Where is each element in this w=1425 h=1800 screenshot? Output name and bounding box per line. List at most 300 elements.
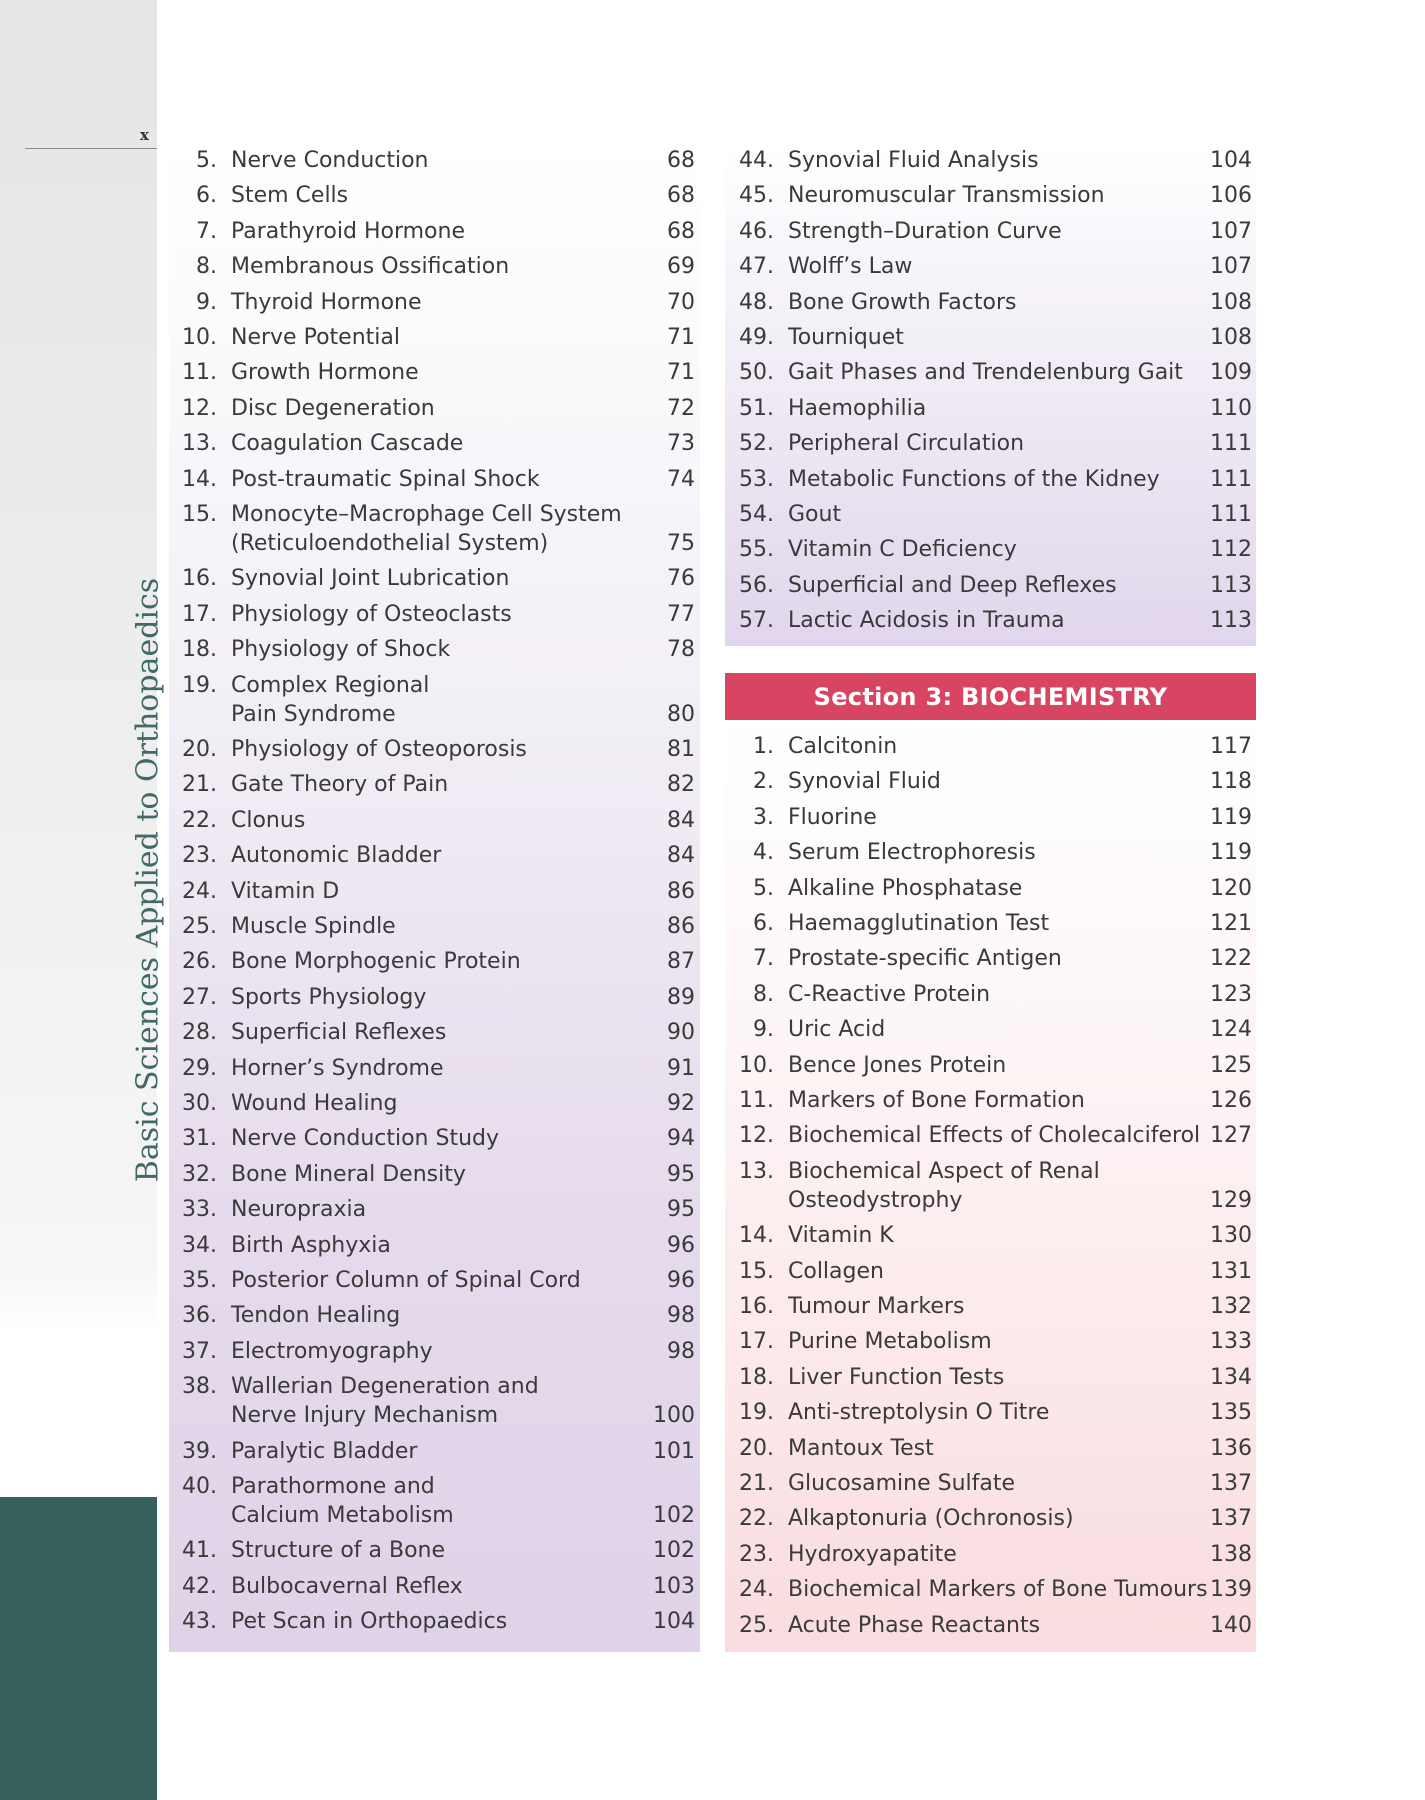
toc-entry	[182, 323, 695, 352]
toc-entry-title: Markers of Bone Formation	[788, 1088, 1085, 1113]
toc-entry-number: 10.	[739, 1052, 774, 1078]
toc-entry	[182, 947, 695, 976]
toc-entry-title: Biochemical Effects of Cholecalciferol	[788, 1123, 1201, 1149]
toc-entry	[196, 217, 695, 246]
toc-entry-page: 102	[653, 1538, 695, 1564]
toc-entry	[196, 288, 695, 317]
toc-entry	[739, 146, 1252, 175]
toc-entry	[196, 252, 695, 281]
toc-entry	[182, 1160, 695, 1189]
toc-entry-title: Growth Hormone	[231, 360, 419, 386]
toc-entry-title: Synovial Joint Lubrication	[231, 566, 510, 592]
toc-entry	[182, 1607, 695, 1636]
toc-entry-page: 96	[667, 1232, 695, 1258]
toc-entry-title: Clonus	[231, 807, 306, 833]
toc-entry	[753, 1015, 1252, 1044]
toc-entry-title: Nerve Potential	[231, 325, 400, 350]
toc-entry-page: 101	[653, 1438, 695, 1464]
toc-entry-title: Bence Jones Protein	[788, 1052, 1007, 1078]
toc-entry-title: Lactic Acidosis in Trauma	[788, 608, 1065, 634]
toc-entry-number: 43.	[182, 1609, 217, 1635]
toc-entry-page: 91	[667, 1055, 695, 1081]
toc-entry-page: 131	[1210, 1258, 1252, 1284]
toc-entry-title: Neuromuscular Transmission	[788, 183, 1105, 209]
toc-entry-title: Fluorine	[788, 804, 877, 830]
toc-entry-page: 103	[653, 1573, 695, 1599]
toc-entry-number: 18.	[739, 1364, 774, 1390]
toc-entry-page: 102	[653, 1503, 695, 1528]
toc-entry-number: 17.	[182, 601, 217, 627]
toc-entry-page: 68	[667, 218, 695, 244]
toc-entry	[739, 500, 1252, 529]
toc-entry-title: Nerve Conduction	[231, 148, 429, 173]
toc-entry-number: 22.	[182, 807, 217, 833]
toc-entry-title: Haemagglutination Test	[788, 911, 1050, 936]
toc-entry-number: 21.	[739, 1471, 774, 1496]
toc-entry-title: Gate Theory of Pain	[231, 772, 449, 798]
toc-entry-page: 124	[1210, 1017, 1252, 1043]
toc-entry-number: 5.	[196, 148, 217, 173]
toc-entry-page: 84	[667, 843, 695, 869]
toc-entry-number: 10.	[182, 325, 217, 350]
toc-entry	[182, 983, 695, 1012]
toc-entry	[739, 358, 1252, 387]
toc-entry-page: 81	[667, 737, 695, 762]
toc-entry-number: 54.	[739, 502, 774, 527]
toc-entry-number: 45.	[739, 183, 774, 209]
toc-entry-page: 132	[1210, 1294, 1252, 1319]
toc-entry-title: Thyroid Hormone	[231, 289, 422, 315]
toc-entry-title: Membranous Ossification	[231, 254, 510, 280]
toc-entry	[182, 1054, 695, 1083]
toc-entry-page: 95	[667, 1197, 695, 1223]
toc-entry-page: 69	[667, 254, 695, 280]
toc-entry	[739, 1469, 1252, 1498]
toc-entry-page: 113	[1210, 572, 1252, 598]
toc-entry	[182, 500, 695, 558]
toc-entry-title: Electromyography	[231, 1338, 433, 1364]
toc-entry-number: 13.	[739, 1158, 774, 1184]
toc-entry-page: 106	[1210, 183, 1252, 209]
toc-entry-title: Vitamin D	[231, 878, 340, 904]
toc-entry-page: 107	[1210, 218, 1252, 244]
toc-entry-title: Calcitonin	[788, 734, 898, 759]
toc-entry	[739, 535, 1252, 564]
toc-entry-number: 12.	[739, 1123, 774, 1149]
toc-entry	[182, 1195, 695, 1224]
toc-entry-page: 108	[1210, 289, 1252, 315]
toc-entry-title: Synovial Fluid Analysis	[788, 148, 1039, 173]
toc-entry-number: 55.	[739, 537, 774, 563]
toc-entry-page: 135	[1210, 1400, 1252, 1426]
toc-entry-page: 130	[1210, 1223, 1252, 1249]
toc-entry-number: 39.	[182, 1438, 217, 1464]
toc-entry	[196, 181, 695, 210]
toc-entry-number: 23.	[182, 843, 217, 869]
toc-entry	[739, 1327, 1252, 1356]
toc-entry	[182, 841, 695, 870]
toc-entry-page: 77	[667, 601, 695, 627]
toc-entry-title: Liver Function Tests	[788, 1364, 1005, 1390]
toc-entry	[182, 600, 695, 629]
toc-entry	[739, 1221, 1252, 1250]
toc-entry-number: 6.	[196, 183, 217, 209]
toc-entry-title: Structure of a Bone	[231, 1538, 446, 1564]
toc-entry-number: 26.	[182, 949, 217, 975]
toc-entry-number: 41.	[182, 1538, 217, 1564]
toc-entry-page: 140	[1210, 1612, 1252, 1638]
toc-entry-page: 126	[1210, 1088, 1252, 1113]
toc-entry-page: 125	[1210, 1052, 1252, 1078]
toc-entry-number: 28.	[182, 1020, 217, 1046]
toc-entry	[753, 803, 1252, 832]
toc-entry-page: 92	[667, 1091, 695, 1116]
toc-entry-number: 14.	[182, 466, 217, 492]
toc-entry-number: 18.	[182, 637, 217, 663]
toc-entry-title-continued: Osteodystrophy	[788, 1187, 963, 1213]
toc-entry-title: Wound Healing	[231, 1091, 398, 1116]
toc-entry-title: Physiology of Shock	[231, 637, 451, 663]
toc-entry-number: 25.	[739, 1612, 774, 1638]
toc-entry	[753, 767, 1252, 796]
toc-entry-page: 86	[667, 878, 695, 904]
toc-entry	[739, 1363, 1252, 1392]
toc-entry-page: 137	[1210, 1506, 1252, 1532]
toc-entry-page: 119	[1210, 804, 1252, 830]
toc-entry-number: 46.	[739, 218, 774, 244]
toc-entry-title: Monocyte–Macrophage Cell System	[231, 502, 622, 527]
toc-entry	[182, 735, 695, 764]
toc-entry	[182, 1572, 695, 1601]
toc-entry-number: 56.	[739, 572, 774, 598]
toc-entry	[182, 429, 695, 458]
toc-entry-page: 129	[1210, 1187, 1252, 1213]
toc-entry-title: Bone Morphogenic Protein	[231, 949, 521, 975]
toc-entry	[182, 806, 695, 835]
toc-entry-page: 73	[667, 431, 695, 457]
toc-entry-page: 136	[1210, 1435, 1252, 1461]
toc-entry-page: 87	[667, 949, 695, 975]
toc-entry-page: 75	[667, 531, 695, 556]
toc-entry-title: Haemophilia	[788, 395, 927, 421]
toc-entry	[739, 1611, 1252, 1640]
toc-entry-number: 7.	[196, 218, 217, 244]
toc-entry	[753, 838, 1252, 867]
toc-entry-number: 20.	[182, 737, 217, 762]
toc-entry-number: 44.	[739, 148, 774, 173]
toc-entry-number: 33.	[182, 1197, 217, 1223]
toc-entry	[182, 1301, 695, 1330]
toc-entry-page: 112	[1210, 537, 1252, 563]
toc-entry-title: Nerve Conduction Study	[231, 1126, 500, 1152]
toc-entry-number: 51.	[739, 395, 774, 421]
toc-entry-title: Physiology of Osteoporosis	[231, 737, 527, 762]
toc-entry	[739, 1086, 1252, 1115]
toc-entry-page: 109	[1210, 360, 1252, 386]
toc-entry-title: Wolff’s Law	[788, 254, 913, 280]
toc-entry-number: 24.	[739, 1577, 774, 1603]
toc-entry	[182, 394, 695, 423]
toc-entry-number: 22.	[739, 1506, 774, 1532]
toc-entry-number: 13.	[182, 431, 217, 457]
toc-entry-number: 42.	[182, 1573, 217, 1599]
toc-entry	[196, 146, 695, 175]
toc-entry-title: Vitamin C Deficiency	[788, 537, 1017, 563]
toc-entry-number: 12.	[182, 395, 217, 421]
toc-entry	[739, 1434, 1252, 1463]
toc-entry	[182, 770, 695, 799]
toc-entry-title-continued: (Reticuloendothelial System)	[231, 531, 549, 556]
toc-entry-title-continued: Calcium Metabolism	[231, 1503, 454, 1528]
toc-entry-title: Horner’s Syndrome	[231, 1055, 444, 1081]
toc-entry-number: 20.	[739, 1435, 774, 1461]
toc-entry-number: 49.	[739, 325, 774, 350]
toc-entry-page: 113	[1210, 608, 1252, 634]
toc-entry-number: 21.	[182, 772, 217, 798]
toc-entry-number: 16.	[739, 1294, 774, 1319]
toc-entry-number: 11.	[182, 360, 217, 386]
toc-entry-number: 5.	[753, 875, 774, 901]
toc-entry	[753, 732, 1252, 761]
toc-entry	[739, 1398, 1252, 1427]
toc-entry-title: Gout	[788, 502, 842, 527]
toc-entry	[182, 1536, 695, 1565]
toc-entry-title-continued: Pain Syndrome	[231, 701, 396, 727]
toc-entry-page: 72	[667, 395, 695, 421]
toc-entry-number: 29.	[182, 1055, 217, 1081]
toc-entry	[182, 1231, 695, 1260]
toc-entry-number: 53.	[739, 466, 774, 492]
toc-entry	[739, 1257, 1252, 1286]
toc-entry-page: 107	[1210, 254, 1252, 280]
toc-entry	[182, 1089, 695, 1118]
toc-entry-page: 95	[667, 1161, 695, 1187]
toc-entry-number: 3.	[753, 804, 774, 830]
toc-entry-page: 120	[1210, 875, 1252, 901]
toc-entry-number: 23.	[739, 1541, 774, 1567]
toc-entry-page: 111	[1210, 502, 1252, 527]
toc-entry-title: Coagulation Cascade	[231, 431, 464, 457]
toc-entry-page: 71	[667, 325, 695, 350]
toc-entry	[753, 980, 1252, 1009]
toc-entry-title: Birth Asphyxia	[231, 1232, 391, 1258]
toc-entry-title: Alkaline Phosphatase	[788, 875, 1023, 901]
toc-entry	[182, 1437, 695, 1466]
toc-entry-number: 50.	[739, 360, 774, 386]
toc-entry-number: 34.	[182, 1232, 217, 1258]
toc-entry-title: Sports Physiology	[231, 984, 427, 1010]
toc-entry	[182, 1472, 695, 1530]
toc-entry-number: 47.	[739, 254, 774, 280]
toc-entry-title: Paralytic Bladder	[231, 1438, 418, 1464]
toc-entry-page: 71	[667, 360, 695, 386]
toc-entry-title: Gait Phases and Trendelenburg Gait	[788, 360, 1183, 386]
toc-entry-page: 139	[1210, 1577, 1252, 1603]
toc-entry-page: 119	[1210, 840, 1252, 866]
toc-entry	[182, 1018, 695, 1047]
toc-entry-number: 15.	[739, 1258, 774, 1284]
toc-entry-number: 14.	[739, 1223, 774, 1249]
toc-entry-page: 134	[1210, 1364, 1252, 1390]
toc-entry-number: 48.	[739, 289, 774, 315]
toc-entry-page: 127	[1210, 1123, 1252, 1149]
toc-entry-number: 8.	[196, 254, 217, 280]
toc-entry-title: Pet Scan in Orthopaedics	[231, 1609, 508, 1635]
toc-entry	[739, 252, 1252, 281]
toc-entry-page: 117	[1210, 734, 1252, 759]
toc-entry-title: Superficial and Deep Reflexes	[788, 572, 1117, 598]
toc-entry-page: 104	[653, 1609, 695, 1635]
toc-entry	[182, 358, 695, 387]
toc-entry-page: 111	[1210, 466, 1252, 492]
toc-entry-number: 9.	[753, 1017, 774, 1043]
toc-entry-title: Posterior Column of Spinal Cord	[231, 1268, 581, 1293]
toc-entry-page: 104	[1210, 148, 1252, 173]
toc-entry-title: Anti-streptolysin O Titre	[788, 1400, 1050, 1426]
toc-entry	[182, 465, 695, 494]
toc-entry	[739, 181, 1252, 210]
toc-entry-page: 96	[667, 1268, 695, 1293]
toc-entry-number: 36.	[182, 1303, 217, 1329]
toc-entry-title: Mantoux Test	[788, 1435, 934, 1461]
toc-entry	[739, 1292, 1252, 1321]
toc-entry	[182, 1266, 695, 1295]
toc-entry-title: Post-traumatic Spinal Shock	[231, 466, 540, 492]
running-title: Basic Sciences Applied to Orthopaedics	[130, 577, 166, 1183]
toc-entry-page: 138	[1210, 1541, 1252, 1567]
toc-entry	[182, 877, 695, 906]
toc-entry-page: 70	[667, 289, 695, 315]
toc-entry-page: 133	[1210, 1329, 1252, 1355]
toc-entry-number: 1.	[753, 734, 774, 759]
toc-entry	[739, 217, 1252, 246]
toc-entry-title: Tumour Markers	[788, 1294, 965, 1319]
toc-entry	[739, 1575, 1252, 1604]
toc-entry-page: 80	[667, 701, 695, 727]
toc-entry-title: Physiology of Osteoclasts	[231, 601, 512, 627]
toc-entry-title: Prostate-specific Antigen	[788, 946, 1062, 972]
toc-entry-page: 122	[1210, 946, 1252, 972]
toc-entry-number: 7.	[753, 946, 774, 972]
toc-entry	[182, 1372, 695, 1430]
toc-entry-number: 37.	[182, 1338, 217, 1364]
toc-entry-title: Vitamin K	[788, 1223, 894, 1249]
toc-entry	[739, 606, 1252, 635]
toc-entry-title: Disc Degeneration	[231, 395, 435, 421]
toc-entry-number: 31.	[182, 1126, 217, 1152]
toc-entry-title: Metabolic Functions of the Kidney	[788, 466, 1160, 492]
toc-entry	[182, 564, 695, 593]
toc-entry	[739, 394, 1252, 423]
toc-entry	[739, 288, 1252, 317]
toc-entry-page: 74	[667, 466, 695, 492]
toc-entry-number: 11.	[739, 1088, 774, 1113]
toc-entry-number: 27.	[182, 984, 217, 1010]
toc-entry-title: Superficial Reflexes	[231, 1020, 447, 1046]
toc-entry	[739, 1540, 1252, 1569]
toc-entry	[753, 909, 1252, 938]
toc-entry-number: 35.	[182, 1268, 217, 1293]
toc-entry-title: Strength–Duration Curve	[788, 218, 1062, 244]
toc-entry-number: 17.	[739, 1329, 774, 1355]
toc-entry	[182, 671, 695, 729]
toc-entry-page: 108	[1210, 325, 1252, 350]
toc-entry-page: 68	[667, 148, 695, 173]
toc-entry-title: Autonomic Bladder	[231, 843, 442, 869]
toc-entry	[739, 465, 1252, 494]
toc-entry-title: Wallerian Degeneration and	[231, 1374, 539, 1400]
toc-entry-page: 137	[1210, 1471, 1252, 1496]
toc-entry	[182, 912, 695, 941]
toc-entry-page: 76	[667, 566, 695, 592]
toc-entry-number: 30.	[182, 1091, 217, 1116]
toc-entry-title: Biochemical Aspect of Renal	[788, 1158, 1100, 1184]
toc-entry-page: 123	[1210, 981, 1252, 1007]
toc-entry-number: 15.	[182, 502, 217, 527]
toc-entry-number: 4.	[753, 840, 774, 866]
toc-entry-title: Uric Acid	[788, 1017, 886, 1043]
toc-entry-page: 118	[1210, 769, 1252, 795]
toc-entry	[182, 1124, 695, 1153]
toc-entry	[739, 1504, 1252, 1533]
toc-entry-number: 19.	[739, 1400, 774, 1426]
toc-entry-title: Acute Phase Reactants	[788, 1612, 1041, 1638]
toc-entry-title: Bone Mineral Density	[231, 1161, 466, 1187]
toc-entry-title: Alkaptonuria (Ochronosis)	[788, 1506, 1074, 1532]
toc-entry-title: Biochemical Markers of Bone Tumours	[788, 1577, 1208, 1603]
toc-entry	[739, 1051, 1252, 1080]
toc-entry-number: 40.	[182, 1474, 217, 1499]
toc-entry-page: 86	[667, 914, 695, 939]
toc-entry-title: Neuropraxia	[231, 1197, 367, 1223]
toc-entry-title: Glucosamine Sulfate	[788, 1471, 1016, 1496]
toc-entry-page: 78	[667, 637, 695, 663]
toc-entry	[739, 1121, 1252, 1150]
toc-entry-page: 98	[667, 1303, 695, 1329]
toc-entry-title: Bulbocavernal Reflex	[231, 1573, 463, 1599]
toc-entry-page: 82	[667, 772, 695, 798]
page-number-rule	[25, 148, 157, 149]
toc-entry-title-continued: Nerve Injury Mechanism	[231, 1403, 499, 1429]
toc-entry-number: 8.	[753, 981, 774, 1007]
toc-entry-number: 38.	[182, 1374, 217, 1400]
toc-entry-title: C-Reactive Protein	[788, 981, 991, 1007]
toc-entry	[739, 429, 1252, 458]
toc-entry-number: 24.	[182, 878, 217, 904]
toc-entry-title: Muscle Spindle	[231, 914, 396, 939]
toc-entry	[753, 944, 1252, 973]
toc-entry	[182, 635, 695, 664]
toc-entry-page: 94	[667, 1126, 695, 1152]
toc-entry-title: Complex Regional	[231, 672, 430, 698]
toc-entry	[753, 874, 1252, 903]
toc-entry-page: 100	[653, 1403, 695, 1429]
toc-entry-title: Collagen	[788, 1258, 884, 1284]
toc-entry-page: 89	[667, 984, 695, 1010]
toc-entry-title: Synovial Fluid	[788, 769, 941, 795]
toc-entry-number: 6.	[753, 911, 774, 936]
toc-entry-number: 19.	[182, 672, 217, 698]
toc-entry-number: 2.	[753, 769, 774, 795]
toc-entry	[739, 1157, 1252, 1215]
toc-entry-title: Stem Cells	[231, 183, 349, 209]
toc-entry	[739, 571, 1252, 600]
toc-entry-number: 32.	[182, 1161, 217, 1187]
toc-entry-page: 111	[1210, 431, 1252, 457]
toc-entry-page: 90	[667, 1020, 695, 1046]
toc-entry-title: Serum Electrophoresis	[788, 840, 1036, 866]
toc-entry-title: Tendon Healing	[231, 1303, 401, 1329]
